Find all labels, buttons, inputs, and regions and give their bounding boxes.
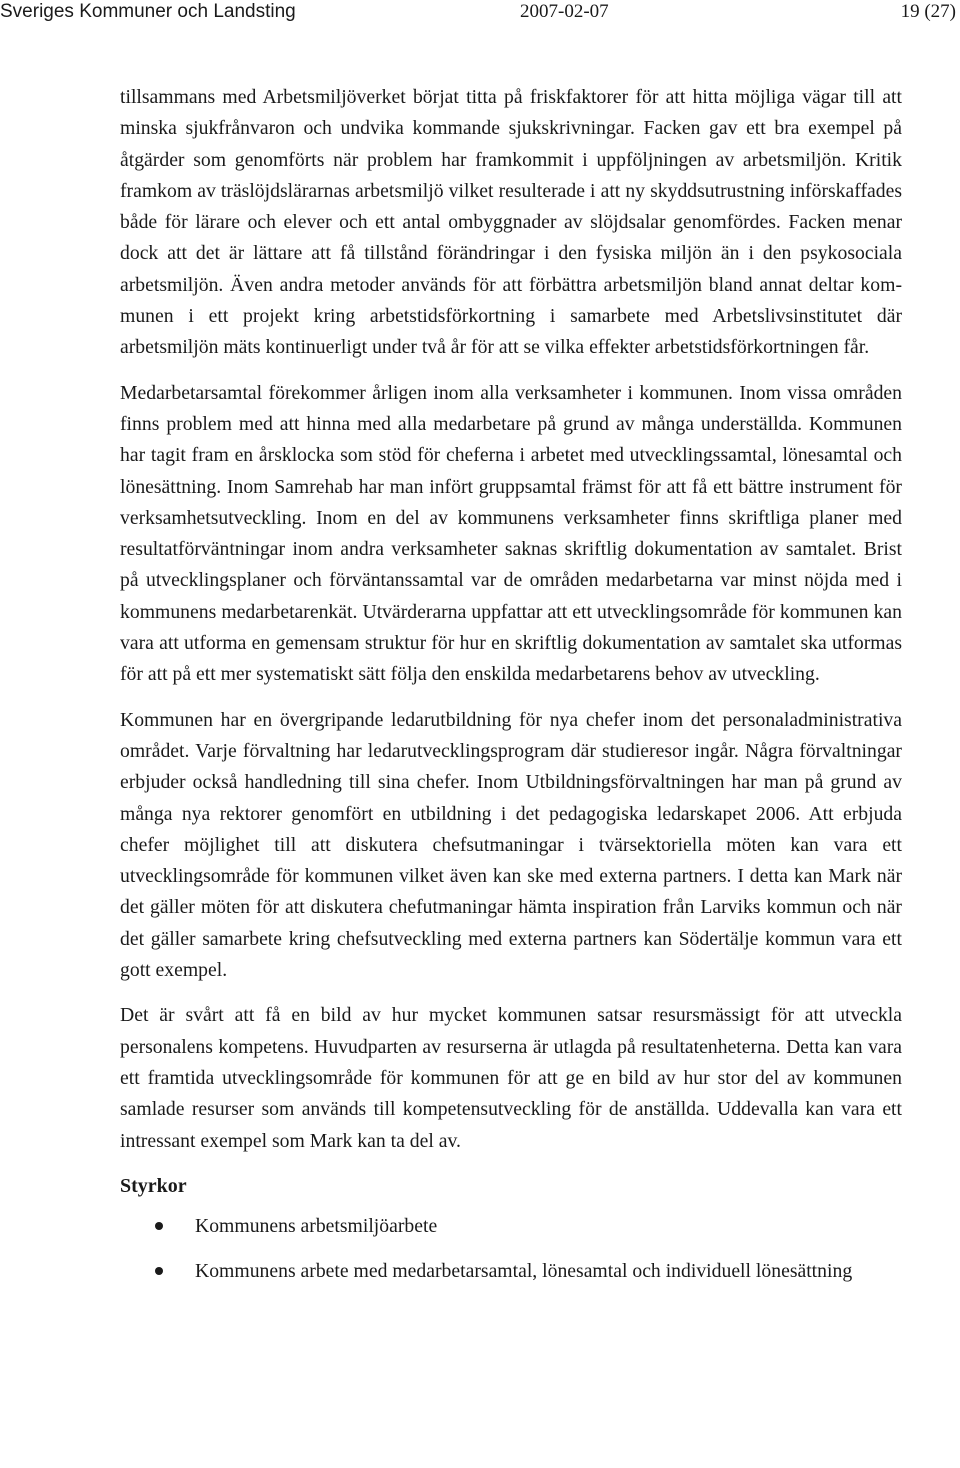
list-item [120, 1211, 905, 1242]
list-item-text: Kommunens arbete med medarbetarsamtal, lönesamtal och individuell lönesättning [195, 1260, 853, 1283]
paragraph-appraisal-talks: Medarbetarsamtal förekommer årligen inom alla verksamheter i kommunen. Inom vissa områden finns problem med att hinna med alla medarbetare på grund av många underställda. Kommunen har tagit fram en årsklocka som stöd för cheferna i arbetet med utvecklingssamtal, lönesamtal och lönesättning. Inom Samrehab har man infört gruppsamtal främst för att få ett bättre instrument för verksamhetsutveckling. Inom en del av kommunens verksamheter finns skriftliga planer med resultatförväntningar inom andra verksamheter saknas skriftlig dokumentation av samtalet. Brist på utvecklingsplaner och förväntanssamtal var de områden medarbetarna var minst nöjda med i kommunens medarbetarenkät. Utvärderarna uppfattar att ett utvecklingsområde för kommunen kan vara att utforma en gemensam struktur för hur en skriftlig dokumentation av samtalet ska utformas för att på ett mer systematiskt sätt följa den enskilda medarbetarens behov av utveckling. [120, 381, 902, 686]
list-item-text: Kommunens arbetsmiljöarbete [195, 1214, 438, 1237]
bullet-icon [155, 1267, 163, 1275]
bullet-icon [155, 1222, 163, 1230]
paragraph-leadership-training: Kommunen har en övergripande ledarutbildning för nya chefer inom det personaladministrativa området. Varje förvaltning har ledarutvecklingsprogram där studieresor ingår. Några förvaltningar erbjuder också handledning till sina chefer. Inom Utbildningsförvaltningen har man på grund av många nya rektorer genomfört en utbildning i det pedagogiska ledarskapet 2006. Att erbjuda chefer möjlighet till att diskutera chefsutmaningar i tvärsektoriella möten kan vara ett utvecklingsområde för kommunen vilket även kan ske med externa partners. I detta kan Mark när det gäller möten för att diskutera chefutmaningar hämta inspiration från Larviks kommun och när det gäller samarbete kring chefsutveckling med externa partners kan Södertälje kommun vara ett gott exempel. [120, 708, 902, 982]
document-body [120, 82, 902, 1301]
paragraph-competence-resources: Det är svårt att få en bild av hur mycket kommunen satsar resursmässigt för att utveckla personalens kompetens. Huvudparten av resurserna är utlagda på resultatenheterna. Detta kan vara ett framtida utvecklingsområde för kommunen för att ge en bild av hur stor del av kommunen samlade resurser som används till kompetensutveckling för de anställda. Uddevalla kan vara ett intressant exempel som Mark kan ta del av. [120, 1004, 902, 1152]
page-header [0, 0, 960, 26]
section-heading: Styrkor [120, 1174, 187, 1197]
header-organization: Sveriges Kommuner och Landsting [0, 1, 296, 22]
header-date: 2007-02-07 [520, 1, 609, 22]
strengths-list [120, 1211, 902, 1288]
list-item [120, 1256, 905, 1287]
header-page-number: 19 (27) [900, 1, 956, 22]
paragraph-work-environment: tillsammans med Arbetsmiljöverket börjat titta på friskfaktorer för att hitta möjliga vägar till att minska sjukfrånvaron och undvika kommande sjukskrivningar. Facken gav ett bra exempel på åtgärder som genomförts när problem har framkommit i uppföljningen av arbetsmiljön. Kritik framkom av träslöjdslärarnas arbetsmiljö vilket resulterade i att ny skyddsutrustning införskaffades både för lärare och elever och ett antal ombyggnader av slöjdsalar genomfördes. Facken menar dock att det är lättare att få tillstånd förändringar i den fysiska miljön än i den psykosociala arbetsmiljön. Även andra metoder används för att förbättra arbetsmiljön bland annat deltar kommunen i ett projekt kring arbetstidsförkortning i samarbete med Arbetslivsinstitutet där arbetsmiljön mäts kontinuerligt under två år för att se vilka effekter arbetstidsförkortningen får. [120, 86, 902, 359]
